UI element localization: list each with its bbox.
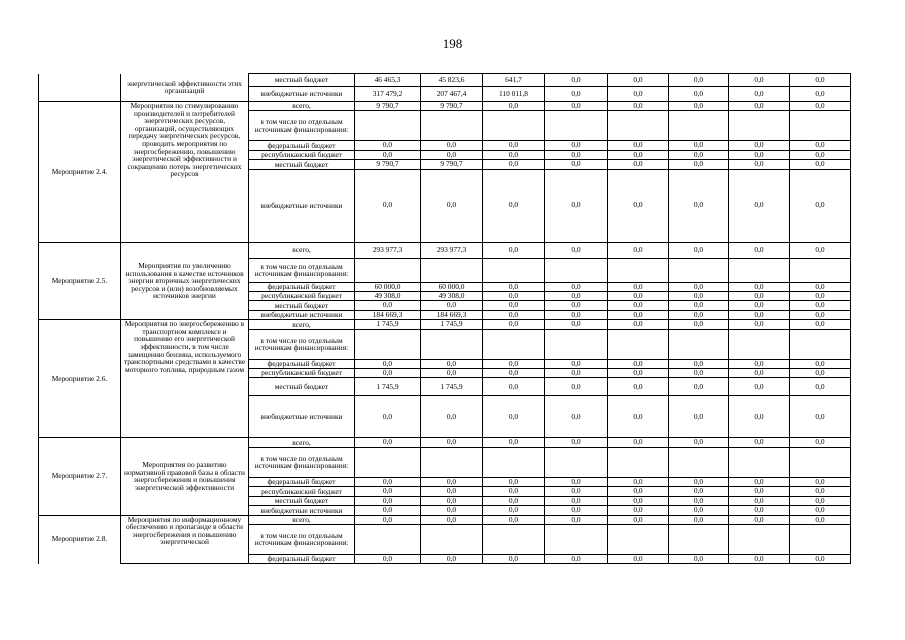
amount-cell: 0,0 [545,359,608,368]
amount-cell: 0,0 [669,378,729,396]
amount-cell: 0,0 [790,515,851,524]
amount-cell: 0,0 [545,150,608,159]
table-row [39,242,851,258]
funding-source: всего, [249,515,355,524]
amount-cell: 0,0 [545,496,608,505]
funding-source: республиканский бюджет [249,487,355,496]
amount-cell: 184 669,3 [421,310,483,319]
amount-cell: 0,0 [729,438,790,447]
amount-cell: 0,0 [483,301,545,310]
budget-table-sheet [38,73,851,564]
amount-cell: 0,0 [483,487,545,496]
amount-cell: 0,0 [669,282,729,291]
amount-cell [483,524,545,554]
funding-source: местный бюджет [249,160,355,169]
amount-cell: 0,0 [790,554,851,563]
amount-cell [669,524,729,554]
amount-cell: 0,0 [421,438,483,447]
amount-cell: 0,0 [729,141,790,150]
amount-cell: 110 011,8 [483,87,545,102]
amount-cell: 0,0 [669,438,729,447]
amount-cell: 0,0 [608,141,669,150]
amount-cell: 0,0 [355,169,421,242]
amount-cell [545,111,608,141]
amount-cell: 0,0 [608,506,669,515]
amount-cell: 0,0 [669,141,729,150]
amount-cell [669,111,729,141]
amount-cell: 0,0 [545,87,608,102]
funding-source: в том числе по отдельным источникам финансирования: [249,447,355,477]
funding-source: республиканский бюджет [249,150,355,159]
amount-cell: 0,0 [729,554,790,563]
amount-cell: 0,0 [355,141,421,150]
amount-cell: 0,0 [790,438,851,447]
amount-cell: 0,0 [669,87,729,102]
amount-cell: 0,0 [790,242,851,258]
funding-source: всего, [249,242,355,258]
amount-cell: 0,0 [483,169,545,242]
activity-cell: Мероприятие 2.6. [39,320,121,438]
amount-cell: 0,0 [545,477,608,486]
funding-source: местный бюджет [249,378,355,396]
amount-cell: 0,0 [790,487,851,496]
amount-cell: 0,0 [355,477,421,486]
amount-cell: 0,0 [545,369,608,378]
amount-cell: 0,0 [483,102,545,111]
table-row [39,102,851,111]
amount-cell: 0,0 [421,554,483,563]
amount-cell: 0,0 [669,301,729,310]
amount-cell: 0,0 [729,359,790,368]
amount-cell: 0,0 [483,396,545,438]
table-row [39,438,851,447]
amount-cell [729,524,790,554]
amount-cell: 0,0 [669,359,729,368]
amount-cell: 0,0 [483,496,545,505]
amount-cell: 0,0 [483,369,545,378]
amount-cell: 0,0 [545,301,608,310]
amount-cell: 0,0 [545,292,608,301]
amount-cell: 0,0 [729,496,790,505]
amount-cell: 0,0 [729,515,790,524]
amount-cell: 0,0 [790,310,851,319]
amount-cell: 0,0 [669,242,729,258]
amount-cell [545,524,608,554]
amount-cell: 0,0 [421,506,483,515]
amount-cell [669,447,729,477]
amount-cell: 46 465,3 [355,74,421,87]
amount-cell: 0,0 [790,141,851,150]
funding-source: в том числе по отдельным источникам финансирования: [249,111,355,141]
amount-cell: 0,0 [669,310,729,319]
funding-source: республиканский бюджет [249,369,355,378]
amount-cell: 0,0 [483,320,545,329]
amount-cell: 0,0 [608,320,669,329]
amount-cell [421,329,483,359]
amount-cell: 184 669,3 [355,310,421,319]
amount-cell: 0,0 [421,396,483,438]
amount-cell [483,111,545,141]
amount-cell [421,524,483,554]
amount-cell: 1 745,9 [355,320,421,329]
funding-source: внебюджетные источники [249,506,355,515]
amount-cell [669,258,729,282]
amount-cell: 0,0 [669,554,729,563]
amount-cell: 0,0 [608,396,669,438]
funding-source: федеральный бюджет [249,554,355,563]
amount-cell: 317 479,2 [355,87,421,102]
amount-cell: 0,0 [669,515,729,524]
amount-cell: 0,0 [355,515,421,524]
activity-description: Мероприятия по информационному обеспечению и пропаганде в области энергосбережения и повышению энергетической [121,515,249,564]
amount-cell: 60 000,0 [355,282,421,291]
amount-cell [545,258,608,282]
amount-cell: 45 823,6 [421,74,483,87]
amount-cell: 0,0 [608,438,669,447]
amount-cell: 0,0 [545,378,608,396]
budget-table [38,73,851,564]
amount-cell [729,111,790,141]
amount-cell [608,329,669,359]
amount-cell: 0,0 [545,282,608,291]
amount-cell: 0,0 [669,396,729,438]
amount-cell: 0,0 [790,378,851,396]
amount-cell: 0,0 [483,310,545,319]
amount-cell: 0,0 [421,141,483,150]
amount-cell: 0,0 [608,102,669,111]
activity-description: Мероприятия по стимулированию производителей и потребителей энергетических ресурсов, организаций, осуществляющих передачу энергетических ресурсов, проводить мероприятия по энергосбережению, повышению энергетической эффективности и сокращению потерь энергетических ресурсов [121,102,249,243]
amount-cell [355,111,421,141]
amount-cell: 0,0 [608,150,669,159]
amount-cell [355,447,421,477]
amount-cell: 9 790,7 [355,102,421,111]
amount-cell: 9 790,7 [421,160,483,169]
amount-cell: 0,0 [545,438,608,447]
funding-source: федеральный бюджет [249,477,355,486]
amount-cell [608,258,669,282]
amount-cell: 0,0 [729,242,790,258]
funding-source: всего, [249,102,355,111]
amount-cell: 0,0 [355,396,421,438]
amount-cell: 0,0 [608,515,669,524]
amount-cell: 0,0 [421,359,483,368]
amount-cell: 207 467,4 [421,87,483,102]
amount-cell [729,329,790,359]
amount-cell: 0,0 [608,496,669,505]
funding-source: федеральный бюджет [249,359,355,368]
amount-cell [790,258,851,282]
amount-cell: 0,0 [729,487,790,496]
amount-cell [790,111,851,141]
funding-source: внебюджетные источники [249,169,355,242]
amount-cell: 0,0 [355,369,421,378]
amount-cell: 0,0 [483,141,545,150]
funding-source: местный бюджет [249,301,355,310]
amount-cell: 0,0 [729,74,790,87]
funding-source: федеральный бюджет [249,282,355,291]
amount-cell [790,329,851,359]
amount-cell [545,329,608,359]
amount-cell: 0,0 [729,301,790,310]
amount-cell: 0,0 [421,477,483,486]
amount-cell: 0,0 [355,301,421,310]
amount-cell: 0,0 [355,359,421,368]
amount-cell: 0,0 [355,150,421,159]
amount-cell: 0,0 [790,74,851,87]
activity-description: Мероприятия по увеличению использования в качестве источников энергии вторичных энергетических ресурсов и (или) возобновляемых источников энергии [121,242,249,320]
amount-cell: 0,0 [545,242,608,258]
amount-cell: 0,0 [790,292,851,301]
amount-cell: 0,0 [545,310,608,319]
amount-cell: 0,0 [545,169,608,242]
amount-cell: 0,0 [608,282,669,291]
amount-cell: 0,0 [729,378,790,396]
amount-cell: 0,0 [608,359,669,368]
amount-cell: 0,0 [421,487,483,496]
funding-source: федеральный бюджет [249,141,355,150]
amount-cell [355,258,421,282]
amount-cell: 0,0 [608,160,669,169]
activity-cell: Мероприятие 2.8. [39,515,121,564]
amount-cell: 0,0 [669,369,729,378]
amount-cell: 0,0 [729,169,790,242]
amount-cell: 0,0 [483,242,545,258]
amount-cell: 0,0 [790,359,851,368]
amount-cell: 0,0 [669,487,729,496]
amount-cell: 0,0 [545,515,608,524]
amount-cell: 0,0 [669,74,729,87]
amount-cell: 1 745,9 [421,378,483,396]
amount-cell: 0,0 [669,169,729,242]
funding-source: в том числе по отдельным источникам финансирования: [249,258,355,282]
amount-cell: 0,0 [729,292,790,301]
amount-cell: 0,0 [545,506,608,515]
amount-cell: 0,0 [729,282,790,291]
amount-cell: 0,0 [669,102,729,111]
amount-cell: 0,0 [790,369,851,378]
amount-cell: 0,0 [545,320,608,329]
amount-cell [483,329,545,359]
amount-cell: 0,0 [545,160,608,169]
amount-cell [729,258,790,282]
amount-cell: 1 745,9 [355,378,421,396]
amount-cell: 49 308,0 [355,292,421,301]
amount-cell [545,447,608,477]
amount-cell: 0,0 [790,396,851,438]
amount-cell: 0,0 [790,150,851,159]
amount-cell: 60 000,0 [421,282,483,291]
table-row [39,74,851,87]
amount-cell [421,447,483,477]
amount-cell: 0,0 [483,292,545,301]
amount-cell: 0,0 [669,160,729,169]
amount-cell: 0,0 [790,169,851,242]
amount-cell: 0,0 [355,554,421,563]
amount-cell [790,524,851,554]
amount-cell: 0,0 [355,496,421,505]
amount-cell: 0,0 [483,282,545,291]
funding-source: местный бюджет [249,496,355,505]
funding-source: внебюджетные источники [249,87,355,102]
amount-cell [608,111,669,141]
amount-cell [608,447,669,477]
funding-source: в том числе по отдельным источникам финансирования: [249,524,355,554]
amount-cell: 0,0 [790,496,851,505]
amount-cell: 0,0 [421,515,483,524]
amount-cell: 0,0 [608,477,669,486]
amount-cell: 0,0 [729,310,790,319]
amount-cell: 0,0 [729,102,790,111]
amount-cell [790,447,851,477]
amount-cell: 0,0 [608,169,669,242]
funding-source: внебюджетные источники [249,396,355,438]
amount-cell: 0,0 [608,310,669,319]
amount-cell: 0,0 [608,554,669,563]
amount-cell: 9 790,7 [355,160,421,169]
amount-cell: 0,0 [608,87,669,102]
amount-cell: 0,0 [790,160,851,169]
amount-cell: 0,0 [421,301,483,310]
amount-cell: 0,0 [608,242,669,258]
amount-cell [483,447,545,477]
amount-cell: 0,0 [545,396,608,438]
amount-cell: 641,7 [483,74,545,87]
amount-cell: 0,0 [483,477,545,486]
amount-cell: 0,0 [669,496,729,505]
amount-cell: 0,0 [545,74,608,87]
activity-description: Мероприятия по развитию нормативной правовой базы в области энергосбережения и повышения энергетической эффективности [121,438,249,515]
amount-cell: 0,0 [790,477,851,486]
amount-cell: 0,0 [729,369,790,378]
amount-cell [355,329,421,359]
amount-cell: 0,0 [729,320,790,329]
amount-cell: 1 745,9 [421,320,483,329]
amount-cell: 0,0 [608,292,669,301]
amount-cell: 9 790,7 [421,102,483,111]
table-row [39,515,851,524]
amount-cell: 0,0 [545,554,608,563]
activity-cell: Мероприятие 2.7. [39,438,121,515]
amount-cell: 0,0 [790,301,851,310]
amount-cell: 0,0 [790,506,851,515]
amount-cell: 0,0 [483,515,545,524]
amount-cell [421,258,483,282]
funding-source: республиканский бюджет [249,292,355,301]
amount-cell: 49 308,0 [421,292,483,301]
amount-cell: 0,0 [669,477,729,486]
amount-cell: 0,0 [729,87,790,102]
amount-cell: 0,0 [355,438,421,447]
funding-source: в том числе по отдельным источникам финансирования: [249,329,355,359]
funding-source: всего, [249,320,355,329]
page-number: 198 [442,36,463,51]
amount-cell: 0,0 [421,369,483,378]
funding-source: внебюджетные источники [249,310,355,319]
amount-cell: 0,0 [483,506,545,515]
activity-description: Мероприятия по энергосбережению в транспортном комплексе и повышению его энергетической эффективности, в том числе замещению бензина, используемого транспортными средствами в качестве моторного топлива, природным газом [121,320,249,438]
amount-cell [421,111,483,141]
amount-cell: 0,0 [729,396,790,438]
amount-cell: 0,0 [669,320,729,329]
amount-cell [608,524,669,554]
amount-cell [669,329,729,359]
amount-cell: 0,0 [790,87,851,102]
activity-cell: Мероприятие 2.5. [39,242,121,320]
amount-cell: 0,0 [483,438,545,447]
funding-source: местный бюджет [249,74,355,87]
amount-cell: 0,0 [669,506,729,515]
amount-cell: 293 977,3 [355,242,421,258]
amount-cell: 0,0 [729,150,790,159]
amount-cell: 0,0 [545,141,608,150]
amount-cell: 0,0 [790,102,851,111]
funding-source: всего, [249,438,355,447]
activity-cell: Мероприятие 2.4. [39,102,121,243]
amount-cell: 0,0 [608,74,669,87]
amount-cell [729,447,790,477]
amount-cell: 0,0 [790,282,851,291]
amount-cell: 0,0 [729,160,790,169]
activity-cell [39,74,121,102]
amount-cell [355,524,421,554]
amount-cell: 0,0 [729,477,790,486]
amount-cell: 0,0 [608,301,669,310]
amount-cell: 0,0 [608,378,669,396]
amount-cell: 0,0 [545,102,608,111]
amount-cell: 0,0 [790,320,851,329]
amount-cell: 0,0 [729,506,790,515]
amount-cell: 0,0 [483,359,545,368]
amount-cell: 0,0 [483,150,545,159]
amount-cell: 0,0 [355,506,421,515]
amount-cell: 0,0 [545,487,608,496]
amount-cell: 0,0 [483,554,545,563]
amount-cell: 0,0 [669,150,729,159]
amount-cell [483,258,545,282]
amount-cell: 0,0 [421,496,483,505]
amount-cell: 293 977,3 [421,242,483,258]
amount-cell: 0,0 [421,150,483,159]
amount-cell: 0,0 [483,378,545,396]
amount-cell: 0,0 [608,487,669,496]
amount-cell: 0,0 [608,369,669,378]
activity-description: энергетической эффективности этих организаций [121,74,249,102]
amount-cell: 0,0 [483,160,545,169]
amount-cell: 0,0 [669,292,729,301]
amount-cell: 0,0 [355,487,421,496]
amount-cell: 0,0 [421,169,483,242]
table-row [39,320,851,329]
